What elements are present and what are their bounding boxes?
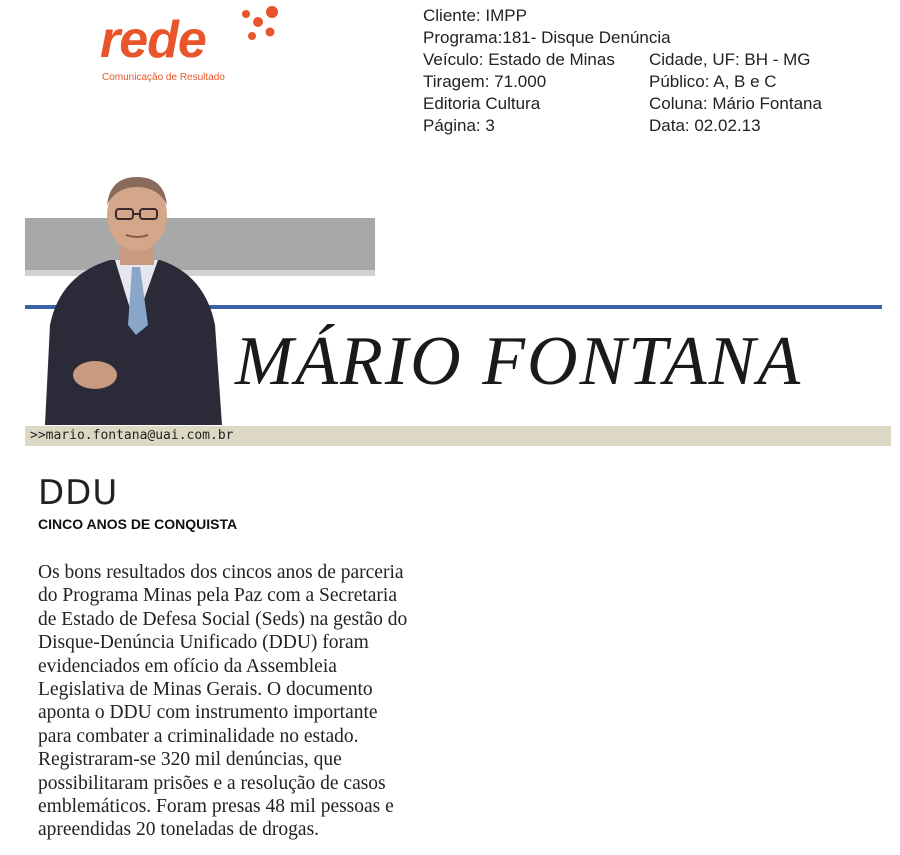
meta-section: Editoria Cultura <box>423 94 541 113</box>
meta-row <box>423 93 822 115</box>
meta-program: Programa:181- Disque Denúncia <box>423 28 671 47</box>
meta-row <box>423 115 761 137</box>
meta-audience: Público: A, B e C <box>649 72 777 91</box>
meta-row <box>423 27 671 49</box>
article-line: Disque-Denúncia Unificado (DDU) foram <box>38 632 369 654</box>
article-line: evidenciados em ofício da Assembleia <box>38 655 337 677</box>
meta-vehicle: Veículo: Estado de Minas <box>423 50 615 69</box>
meta-row <box>423 49 811 71</box>
article-line: aponta o DDU com instrumento importante <box>38 702 378 724</box>
article-body <box>38 561 438 842</box>
meta-circulation: Tiragem: 71.000 <box>423 72 547 91</box>
article-subhead: CINCO ANOS DE CONQUISTA <box>38 516 238 532</box>
meta-city: Cidade, UF: BH - MG <box>649 50 811 69</box>
meta-date: Data: 02.02.13 <box>649 116 761 135</box>
meta-column: Coluna: Mário Fontana <box>649 94 822 113</box>
meta-row <box>423 5 671 27</box>
article-line: Registraram-se 320 mil denúncias, que <box>38 749 342 771</box>
article-line: apreendidas 20 toneladas de drogas. <box>38 819 320 841</box>
logo-tagline: Comunicação de Resultado <box>102 72 225 83</box>
columnist-photo <box>40 175 225 425</box>
article-headline: DDU <box>38 473 119 513</box>
article-line: Os bons resultados dos cincos anos de parceria <box>38 562 404 583</box>
article-line: para combater a criminalidade no estado. <box>38 725 359 747</box>
article-line: possibilitaram prisões e a resolução de casos <box>38 772 386 794</box>
article-line: de Estado de Defesa Social (Seds) na gestão do <box>38 608 408 630</box>
article-line: Legislativa de Minas Gerais. O documento <box>38 679 373 701</box>
columnist-email: >>mario.fontana@uai.com.br <box>30 428 234 443</box>
meta-row <box>423 71 777 93</box>
logo-wordmark: rede <box>100 11 206 69</box>
rede-logo <box>100 4 300 84</box>
logo-x-mark-icon <box>224 4 284 54</box>
article-line: emblemáticos. Foram presas 48 mil pessoas e <box>38 796 394 818</box>
clipping-metadata <box>423 5 822 137</box>
columnist-name: MÁRIO FONTANA <box>235 323 803 400</box>
meta-client: Cliente: IMPP <box>423 6 527 25</box>
meta-page: Página: 3 <box>423 116 495 135</box>
article-line: do Programa Minas pela Paz com a Secretaria <box>38 585 397 607</box>
